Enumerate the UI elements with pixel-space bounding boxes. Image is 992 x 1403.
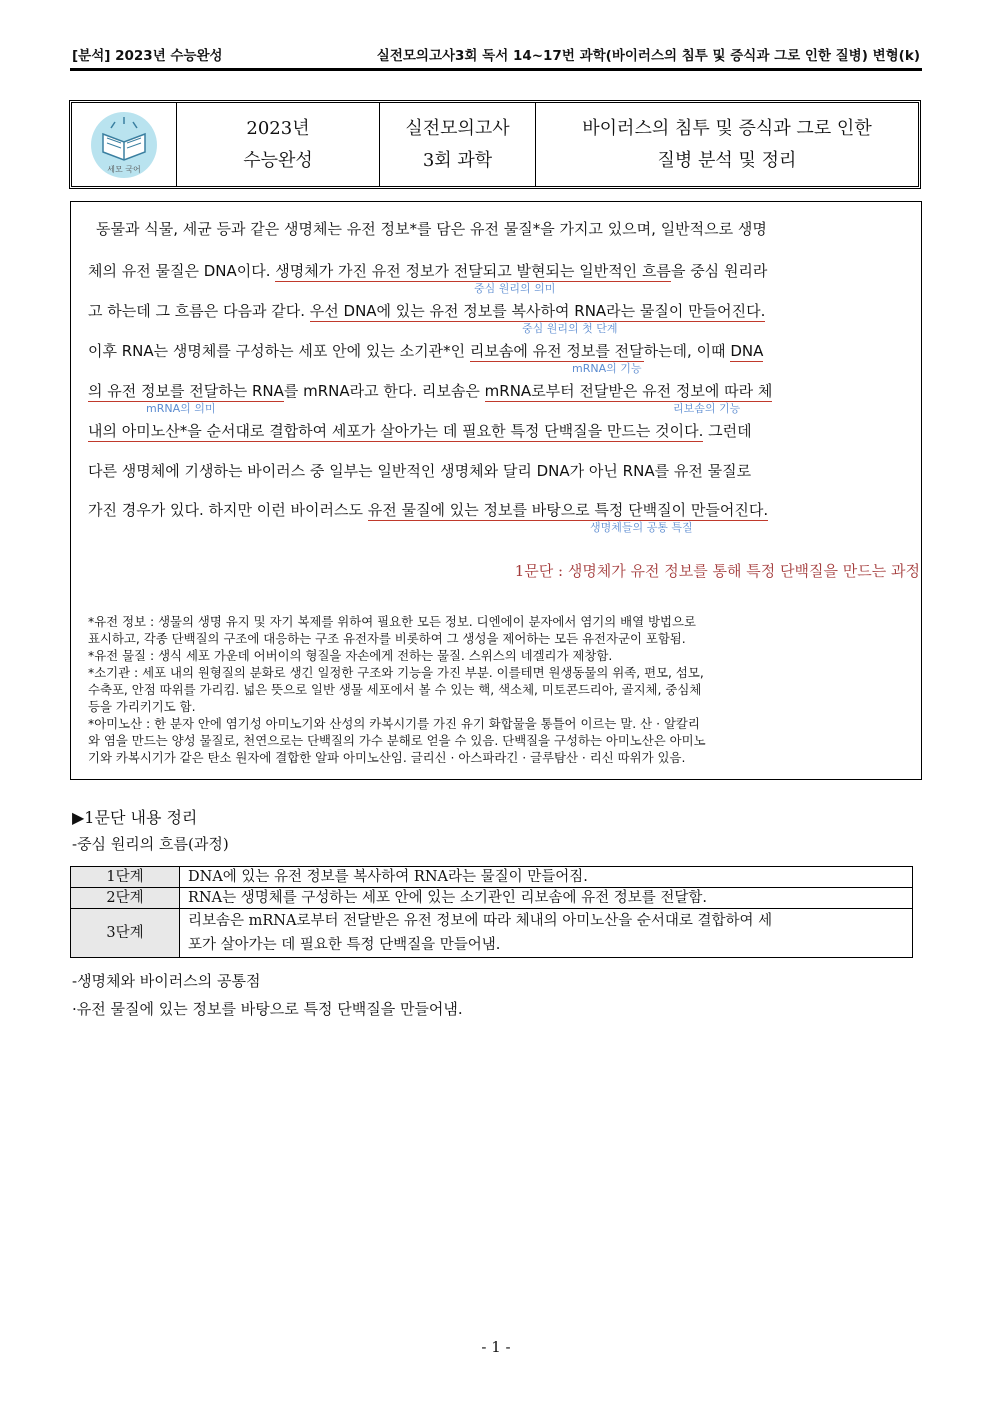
underlined-text: 유전 물질에 있는 정보를 바탕으로 특정 단백질이 만들어진다. [367,501,769,519]
footnote-line: 수축포, 안점 따위를 가리킴. 넓은 뜻으로 일반 생물 세포에서 볼 수 있는 핵, 색소체, 미토콘드리아, 골지체, 중심체 [88,682,702,697]
header-rule [70,68,922,71]
annotation-central-meaning: 중심 원리의 의미 [474,282,556,295]
title-col2-line1: 실전모의고사 [405,117,510,139]
passage-text: 그런데 [708,422,752,440]
common-item: ·유전 물질에 있는 정보를 바탕으로 특정 단백질을 만들어냄. [72,1000,463,1018]
passage-text: 이후 RNA는 생명체를 구성하는 세포 안에 있는 소기관*인 [88,342,466,360]
title-col1-line2: 수능완성 [243,149,313,171]
step-label: 3단계 [71,909,180,958]
passage-line-5 [88,380,904,401]
footnote-line: *아미노산 : 한 분자 안에 염기성 아미노기와 산성의 카복시기를 가진 유기 화합물을 통틀어 이르는 말. 산 · 알칼리 [88,716,700,731]
title-col-exam [380,103,535,186]
step-text-line: 포가 살아가는 데 필요한 특정 단백질을 만들어냄. [188,937,501,953]
passage-text: 을 중심 원리라 [670,262,768,280]
passage-line-4 [88,340,904,361]
step-label: 1단계 [71,867,180,888]
annotation-mrna-function: mRNA의 기능 [572,362,642,375]
paragraph-summary: 1문단 : 생명체가 유전 정보를 통해 특정 단백질을 만드는 과정 [514,562,920,580]
footnote-line: 와 염을 만드는 양성 물질로, 천연으로는 단백질의 가수 분해로 얻을 수 있음. 단백질을 구성하는 아미노산은 아미노 [88,733,706,748]
table-row [71,867,913,888]
annotation-central-first-step: 중심 원리의 첫 단계 [522,322,618,335]
passage-text: 하는데, 이때 [643,342,726,360]
step-text-line: 리보솜은 mRNA로부터 전달받은 유전 정보에 따라 체내의 아미노산을 순서대로 결합하여 세 [188,913,773,929]
table-row [71,888,913,909]
section-title: ▶1문단 내용 정리 [72,808,198,827]
passage-text: 다른 생명체에 기생하는 바이러스 중 일부는 일반적인 생명체와 달리 DNA가 아닌 RNA를 유전 물질로 [88,462,752,480]
step-text [180,909,913,958]
passage-text: 고 하는데 그 흐름은 다음과 같다. [88,302,305,320]
passage-text: 가진 경우가 있다. 하지만 이런 바이러스도 [88,501,363,519]
title-col3-line1: 바이러스의 침투 및 증식과 그로 인한 [582,117,872,139]
step-text: DNA에 있는 유전 정보를 복사하여 RNA라는 물질이 만들어짐. [180,867,913,888]
underlined-text: 생명체가 가진 유전 정보가 전달되고 발현되는 일반적인 흐름 [275,262,671,280]
title-col-topic [536,103,918,186]
footnote-line: 표시하고, 각종 단백질의 구조에 대응하는 구조 유전자를 비롯하여 그 생성을 제어하는 모든 유전자군이 포함됨. [88,631,686,646]
steps-table [70,866,913,958]
title-col2-line2: 3회 과학 [422,149,493,171]
footnote-line: *유전 정보 : 생물의 생명 유지 및 자기 복제를 위하여 필요한 모든 정보. 디엔에이 분자에서 염기의 배열 방법으로 [88,614,696,629]
step-label: 2단계 [71,888,180,909]
underlined-text: DNA [730,342,764,360]
common-title: -생명체와 바이러스의 공통점 [72,972,261,990]
passage-line-1 [88,218,904,239]
underlined-text: mRNA로부터 전달받은 유전 정보에 따라 체 [484,382,773,400]
underlined-text: 의 유전 정보를 전달하는 RNA [88,382,284,400]
header-left: [분석] 2023년 수능완성 [72,48,223,64]
logo-cell [72,103,176,186]
page-number: - 1 - [481,1338,511,1356]
footnote-line: *소기관 : 세포 내의 원형질의 분화로 생긴 일정한 구조와 기능을 가진 부분. 이를테면 원생동물의 위족, 편모, 섬모, [88,665,704,680]
underlined-text: 리보솜에 유전 정보를 전달 [469,342,644,360]
passage-text: 를 mRNA라고 한다. 리보솜은 [283,382,480,400]
flow-title: -중심 원리의 흐름(과정) [72,835,229,853]
footnote-line: *유전 물질 : 생식 세포 가운데 어버이의 형질을 자손에게 전하는 물질. 스위스의 네겔리가 제창함. [88,648,613,663]
footnote-line: 기와 카복시기가 같은 탄소 원자에 결합한 알파 아미노산임. 글리신 · 아스파라긴 · 글루탐산 · 리신 따위가 있음. [88,750,686,765]
annotation-mrna-meaning: mRNA의 의미 [146,402,216,415]
passage-text: 동물과 식물, 세균 등과 같은 생명체는 유전 정보*를 담은 유전 물질*을 가지고 있으며, 일반적으로 생명 [96,220,767,238]
table-row [71,909,913,958]
underlined-text: 우선 DNA에 있는 유전 정보를 복사하여 RNA라는 물질이 만들어진다. [309,302,766,320]
title-col3-line2: 질병 분석 및 정리 [657,149,797,171]
title-col1-line1: 2023년 [246,117,310,139]
underlined-text: 내의 아미노산*을 순서대로 결합하여 세포가 살아가는 데 필요한 특정 단백질을 만드는 것이다. [88,422,704,440]
passage-line-2 [88,260,904,281]
passage-line-6 [88,420,904,441]
passage-line-7 [88,460,904,481]
passage-line-8 [88,499,904,520]
title-col-year [177,103,379,186]
annotation-common-feature: 생명체들의 공통 특질 [590,521,693,534]
title-box [69,100,921,189]
header-right: 실전모의고사3회 독서 14~17번 과학(바이러스의 침투 및 증식과 그로 인한 질병) 변형(k) [376,48,920,64]
passage-line-3 [88,300,904,321]
footnote-line: 등을 가리키기도 함. [88,699,196,714]
logo-text: 세모 국어 [107,165,141,174]
passage-text: 체의 유전 물질은 DNA이다. [88,262,271,280]
annotation-ribosome-function: 리보솜의 기능 [673,402,741,415]
step-text: RNA는 생명체를 구성하는 세포 안에 있는 소기관인 리보솜에 유전 정보를 전달함. [180,888,913,909]
